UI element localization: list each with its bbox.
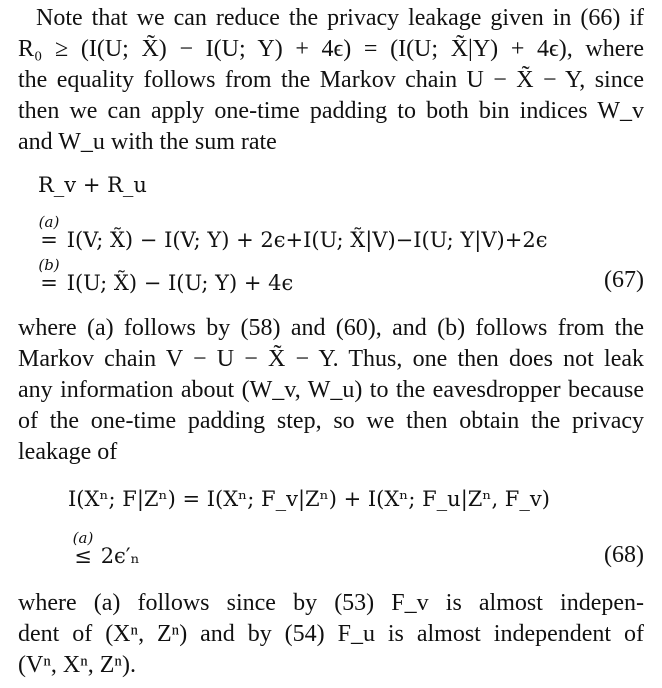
equation-67-line-a — [38, 213, 548, 256]
text-line: leakage of — [18, 439, 118, 465]
equation-67-line-b — [38, 256, 294, 299]
step-tag: (b) — [38, 256, 60, 274]
equation-67-lhs: R_v + R_u — [38, 173, 147, 197]
paragraph-2 — [18, 313, 644, 468]
text-line: Note that we can reduce the privacy leakage given in (66) if — [36, 5, 644, 31]
equality-relation: (a) = — [38, 225, 60, 256]
equation-number-68: (68) — [604, 542, 644, 568]
text-line: then we can apply one-time padding to both bin indices W_v — [18, 98, 644, 124]
equation-text: 2ϵ′ₙ — [100, 544, 140, 568]
text-line: any information about (W_v, W_u) to the eavesdropper because — [18, 377, 644, 403]
step-tag: (a) — [38, 213, 60, 231]
text-line: where (a) follows since by (53) F_v is almost indepen- — [18, 590, 644, 616]
inequality-relation: (a) ≤ — [72, 541, 94, 572]
equation-text: I(U; X̃) − I(U; Y) + 4ϵ — [66, 271, 294, 295]
text-line: Markov chain V − U − X̃ − Y. Thus, one then does not leak — [18, 346, 644, 372]
equation-text: I(V; X̃) − I(V; Y) + 2ϵ+I(U; X̃|V)−I(U; Y|V)+2ϵ — [66, 228, 548, 252]
text-line: and W_u with the sum rate — [18, 129, 277, 155]
text-line: the equality follows from the Markov chain U − X̃ − Y, since — [18, 67, 644, 93]
equation-68-line-2 — [72, 529, 140, 572]
text-line: R₀ ≥ (I(U; X̃) − I(U; Y) + 4ϵ) = (I(U; X̃|Y) + 4ϵ), where — [18, 36, 644, 62]
paragraph-3 — [18, 588, 644, 681]
paragraph-1 — [18, 3, 644, 158]
text-line: where (a) follows by (58) and (60), and (b) follows from the — [18, 315, 644, 341]
text-line: dent of (Xⁿ, Zⁿ) and by (54) F_u is almost independent of — [18, 621, 644, 647]
step-tag: (a) — [72, 529, 94, 547]
equation-number-67: (67) — [604, 267, 644, 293]
text-line: of the one-time padding step, so we then obtain the privacy — [18, 408, 644, 434]
equality-relation: (b) = — [38, 268, 60, 299]
equation-68-line-1: I(Xⁿ; F|Zⁿ) = I(Xⁿ; F_v|Zⁿ) + I(Xⁿ; F_u|Zⁿ, F_v) — [68, 487, 550, 511]
text-line: (Vⁿ, Xⁿ, Zⁿ). — [18, 652, 136, 678]
